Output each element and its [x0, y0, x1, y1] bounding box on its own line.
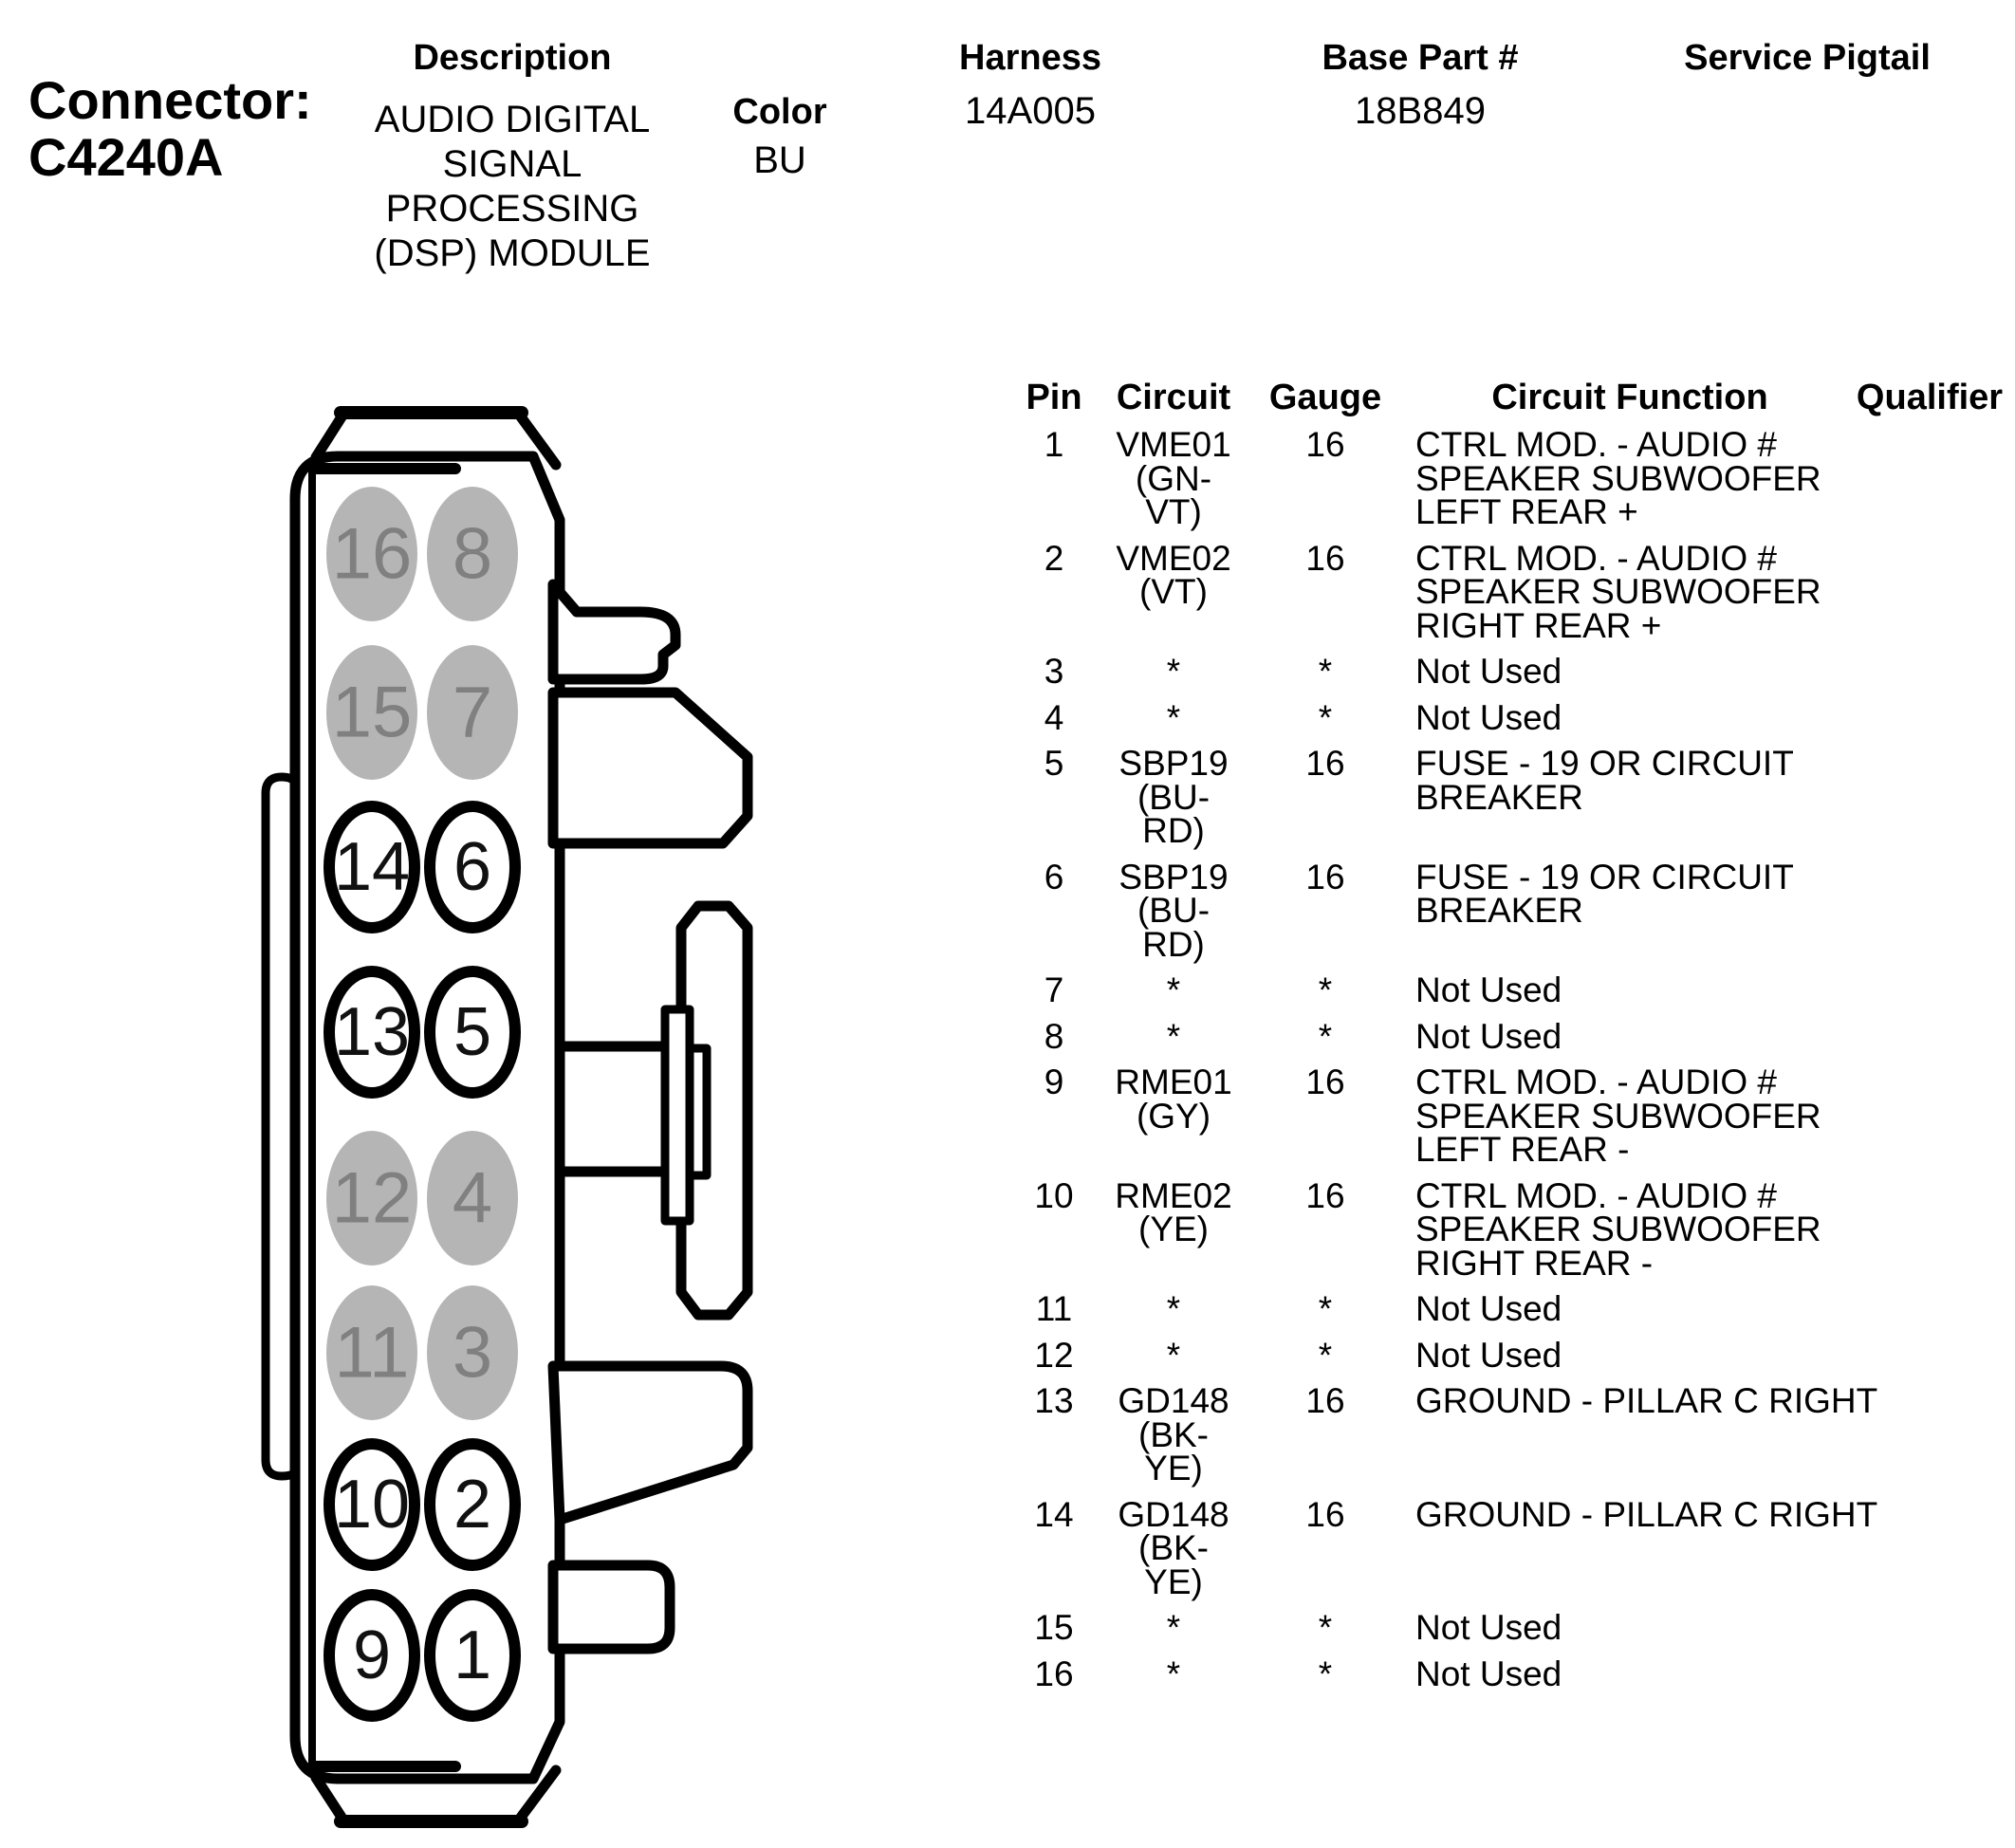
pin-number: 13 [333, 994, 411, 1070]
cell-circuit: * [1166, 1608, 1181, 1647]
description-line: PROCESSING [385, 188, 639, 230]
base-part-column [1306, 38, 1534, 132]
connector-diagram [95, 359, 797, 1848]
cell-qualifier [1844, 428, 2015, 529]
pin-number: 5 [453, 994, 492, 1070]
cell-gauge: * [1318, 970, 1333, 1009]
pin-table-header [996, 379, 2015, 416]
color-value: BU [753, 139, 806, 181]
pin-number: 2 [453, 1467, 492, 1543]
cell-gauge: 16 [1305, 425, 1345, 464]
cell-gauge: * [1318, 1016, 1333, 1056]
cell-circuit-function: Not Used [1415, 652, 1562, 691]
cell-gauge: 16 [1305, 744, 1345, 783]
col-header-circuit-function: Circuit Function [1491, 378, 1768, 417]
harness-header: Harness [959, 38, 1101, 78]
table-row [996, 857, 2015, 964]
pin-number: 10 [333, 1467, 411, 1543]
cell-circuit: * [1166, 1289, 1181, 1328]
harness-value: 14A005 [965, 90, 1096, 132]
latch-finger-lower [553, 1366, 748, 1520]
pin-number: 4 [452, 1157, 493, 1239]
cell-circuit: SBP19 (BU-RD) [1118, 857, 1229, 964]
cell-pin: 3 [1044, 652, 1064, 691]
cell-qualifier [1844, 542, 2015, 643]
connector-id: C4240A [28, 127, 224, 187]
cell-circuit-function: Not Used [1415, 1289, 1562, 1328]
latch-slant-piece [553, 693, 748, 843]
description-line: AUDIO DIGITAL [374, 99, 651, 140]
table-row [996, 652, 2015, 691]
cell-gauge: * [1318, 652, 1333, 691]
cell-pin: 5 [1044, 744, 1064, 783]
cell-qualifier [1844, 1611, 2015, 1645]
pin-table-body [996, 425, 2015, 1693]
cell-circuit-function: FUSE - 19 OR CIRCUIT BREAKER [1415, 857, 1794, 930]
description-column [372, 38, 653, 276]
cell-gauge: 16 [1305, 857, 1345, 896]
cell-pin: 16 [1034, 1654, 1074, 1693]
pin-number: 9 [352, 1617, 392, 1693]
cell-qualifier [1844, 1065, 2015, 1167]
table-row [996, 1289, 2015, 1328]
cell-qualifier [1844, 747, 2015, 848]
cell-gauge: * [1318, 697, 1333, 737]
cell-qualifier [1844, 655, 2015, 689]
cell-circuit-function: Not Used [1415, 1335, 1562, 1375]
cell-circuit-function: CTRL MOD. - AUDIO # SPEAKER SUBWOOFER LEFT REAR + [1415, 425, 1821, 531]
cell-qualifier [1844, 1498, 2015, 1599]
cell-qualifier [1844, 1020, 2015, 1054]
pin-number: 3 [452, 1312, 493, 1394]
table-row [996, 1654, 2015, 1693]
base-part-header: Base Part # [1322, 38, 1519, 78]
cell-circuit: SBP19 (BU-RD) [1118, 744, 1229, 850]
cell-circuit-function: Not Used [1415, 970, 1562, 1009]
cell-circuit: * [1166, 1335, 1181, 1375]
cell-qualifier [1844, 1179, 2015, 1281]
cell-circuit: * [1166, 1654, 1181, 1693]
cell-qualifier [1844, 973, 2015, 1007]
cell-pin: 13 [1034, 1381, 1074, 1420]
service-pigtail-header: Service Pigtail [1684, 38, 1931, 78]
cell-circuit-function: Not Used [1415, 1654, 1562, 1693]
cell-circuit-function: GROUND - PILLAR C RIGHT [1415, 1494, 1878, 1534]
cell-circuit: * [1166, 1016, 1181, 1056]
pin-number: 14 [333, 829, 411, 905]
cell-circuit: * [1166, 652, 1181, 691]
table-row [996, 970, 2015, 1009]
table-row [996, 697, 2015, 737]
cell-qualifier [1844, 701, 2015, 735]
col-header-pin: Pin [1026, 378, 1082, 417]
cell-gauge: 16 [1305, 538, 1345, 578]
cell-pin: 11 [1035, 1289, 1073, 1328]
description-line: (DSP) MODULE [374, 232, 651, 274]
table-row [996, 1065, 2015, 1167]
table-row [996, 1494, 2015, 1601]
cell-circuit: VME02 (VT) [1116, 538, 1231, 611]
cell-pin: 15 [1034, 1608, 1074, 1647]
harness-column [954, 38, 1106, 132]
cell-circuit-function: Not Used [1415, 1608, 1562, 1647]
cell-pin: 12 [1034, 1335, 1074, 1375]
table-row [996, 538, 2015, 645]
cell-gauge: * [1318, 1654, 1333, 1693]
pin-number: 16 [331, 513, 413, 595]
table-row [996, 1335, 2015, 1375]
cell-gauge: * [1318, 1608, 1333, 1647]
cell-circuit-function: FUSE - 19 OR CIRCUIT BREAKER [1415, 744, 1794, 817]
cell-circuit-function: CTRL MOD. - AUDIO # SPEAKER SUBWOOFER RIGHT REAR + [1415, 538, 1821, 645]
cell-pin: 1 [1044, 425, 1064, 464]
base-part-value: 18B849 [1355, 90, 1486, 132]
table-row [996, 1016, 2015, 1056]
cell-pin: 10 [1034, 1175, 1074, 1215]
pin-number: 1 [453, 1617, 492, 1693]
table-row [996, 1381, 2015, 1488]
pin-number: 15 [331, 672, 413, 753]
connector-title [28, 72, 312, 186]
col-header-circuit: Circuit [1116, 378, 1231, 417]
description-header: Description [413, 38, 612, 78]
cell-gauge: 16 [1305, 1063, 1345, 1101]
cell-circuit-function: Not Used [1415, 697, 1562, 737]
cell-pin: 9 [1044, 1063, 1064, 1101]
color-column [713, 92, 846, 181]
cell-qualifier [1844, 1292, 2015, 1326]
cell-pin: 14 [1034, 1494, 1074, 1534]
cell-pin: 8 [1044, 1016, 1064, 1056]
cell-gauge: * [1318, 1289, 1333, 1328]
table-row [996, 744, 2015, 850]
cell-gauge: 16 [1305, 1494, 1345, 1534]
table-row [996, 1175, 2015, 1283]
cell-circuit-function: GROUND - PILLAR C RIGHT [1415, 1381, 1878, 1420]
cell-circuit-function: CTRL MOD. - AUDIO # SPEAKER SUBWOOFER LEFT REAR - [1415, 1063, 1821, 1169]
col-header-gauge: Gauge [1268, 378, 1382, 417]
pin-number: 8 [452, 513, 493, 595]
cell-circuit: RME01 (GY) [1115, 1063, 1232, 1136]
table-row [996, 1608, 2015, 1647]
cell-circuit: GD148 (BK-YE) [1118, 1381, 1229, 1488]
pin-number: 11 [334, 1312, 410, 1394]
table-row [996, 425, 2015, 531]
pin-table [996, 379, 2015, 1703]
cell-qualifier [1844, 1657, 2015, 1691]
cell-circuit-function: Not Used [1415, 1016, 1562, 1056]
cell-qualifier [1844, 860, 2015, 962]
description-line: SIGNAL [442, 143, 582, 185]
cell-circuit: * [1166, 697, 1181, 737]
pin-number: 6 [453, 829, 492, 905]
pin-number: 12 [331, 1157, 413, 1239]
cell-circuit: RME02 (YE) [1115, 1175, 1232, 1248]
color-header: Color [732, 92, 827, 132]
service-pigtail-column [1665, 38, 1950, 78]
cell-qualifier [1844, 1384, 2015, 1486]
cell-circuit: * [1166, 970, 1181, 1009]
cell-circuit: VME01 (GN-VT) [1116, 425, 1231, 531]
cell-pin: 6 [1044, 857, 1064, 896]
cell-pin: 4 [1044, 697, 1064, 737]
pin-number: 7 [452, 672, 493, 753]
cell-gauge: * [1318, 1335, 1333, 1375]
cell-pin: 2 [1044, 538, 1064, 578]
cell-pin: 7 [1044, 970, 1064, 1009]
cell-gauge: 16 [1305, 1175, 1345, 1215]
cell-qualifier [1844, 1339, 2015, 1373]
cell-gauge: 16 [1305, 1381, 1345, 1420]
latch-finger-small [553, 1565, 670, 1649]
latch-nub [690, 1048, 707, 1175]
connector-body [295, 456, 560, 1779]
cell-circuit: GD148 (BK-YE) [1118, 1494, 1229, 1601]
latch-finger-upper [553, 584, 675, 679]
col-header-qualifier: Qualifier [1856, 378, 2004, 417]
connector-label: Connector: [28, 70, 312, 130]
cell-circuit-function: CTRL MOD. - AUDIO # SPEAKER SUBWOOFER RIGHT REAR - [1415, 1175, 1821, 1283]
